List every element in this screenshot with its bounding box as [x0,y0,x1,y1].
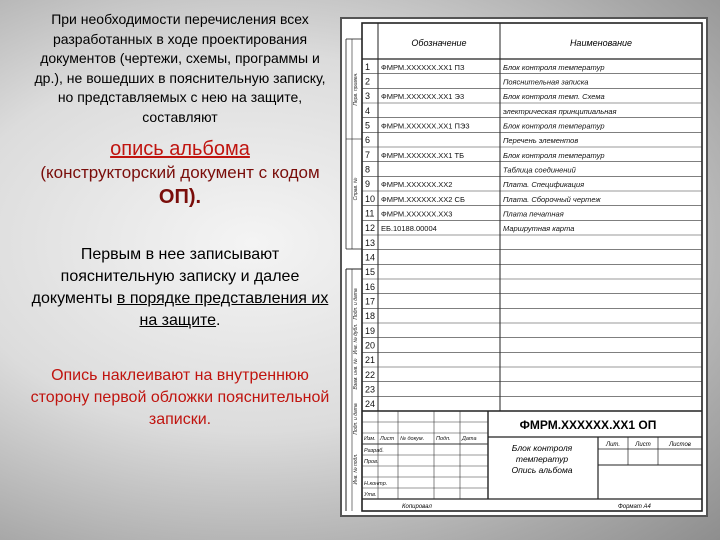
stamp-lit: Лит. [605,442,621,448]
header-name: Наименование [569,38,633,48]
row-name: Пояснительная записка [503,77,589,87]
stamp-role: Н.контр. [364,481,388,487]
left-text-column [30,10,330,431]
margin-label: Подп. и дата [353,288,359,320]
album-sub-text: (конструкторский документ с кодом [40,163,320,182]
row-name: Блок контроля температур [503,121,605,131]
album-title: опись альбома [110,138,250,160]
intro-paragraph: При необходимости перечисления всех разработанных в ходе проектирования документов (чертежи, схемы, программы и др.), не вошедших в пояснительную записку, но представляемых с нею на защите, составляют [34,11,326,125]
stamp-role: Утв. [364,492,377,498]
row-number: 22 [365,369,376,380]
row-number: 2 [365,76,371,87]
row-name: Блок контроля температур [503,62,605,72]
row-number: 23 [365,384,376,395]
header-designation: Обозначение [411,38,467,48]
row-name: Плата печатная [503,209,564,219]
stamp-format: Формат А4 [618,504,651,510]
stamp-col-label: Дата [462,436,477,442]
row-name: Таблица соединений [503,165,576,175]
row-number: 16 [365,281,376,292]
stamp-title-line-3: Опись альбома [511,465,573,475]
row-number: 8 [365,164,371,175]
row-code: ЕБ.10188.00004 [381,224,437,234]
margin-label: Подп. и дата [353,403,359,435]
first-end: . [216,312,221,329]
row-number: 3 [365,91,371,102]
stamp-col-label: Изм. [364,436,376,442]
first-underlined: в порядке представления их на защите [116,290,329,329]
row-number: 14 [365,252,376,263]
stamp-col-label: Подп. [436,436,451,442]
margin-label: Инв. № дубл. [353,323,359,355]
stamp-col-label: № докум. [400,436,425,442]
row-code: ФМРМ.XXXXXX.XX3 [381,209,453,219]
stamp-role: Разраб. [364,448,384,454]
row-number: 20 [365,340,376,351]
row-number: 11 [365,208,375,219]
row-number: 10 [365,193,376,204]
row-number: 19 [365,325,376,336]
row-number: 12 [365,223,376,234]
row-name: Плата. Сборочный чертеж [503,194,601,204]
row-code: ФМРМ.XXXXXX.XX1 ПЗ [381,62,465,72]
row-number: 24 [365,399,376,410]
margin-label: Перв. примен. [353,72,359,106]
stamp-col-label: Лист [380,436,395,442]
row-number: 15 [365,267,376,278]
stamp-role: Пров. [364,459,379,465]
stamp-doc-code: ФМРМ.XXXXXX.XX1 ОП [519,418,657,432]
stamp-copied: Копировал [402,504,432,510]
row-code: ФМРМ.XXXXXX.XX1 ПЭ3 [381,121,470,131]
row-code: ФМРМ.XXXXXX.XX2 [381,180,453,190]
row-name: электрическая принципиальная [503,106,617,116]
album-code: ОП) [158,186,196,208]
row-number: 21 [365,355,376,366]
row-name: Маршрутная карта [503,224,575,234]
first-paragraph [30,244,330,332]
stamp-sheets: Листов [669,442,691,448]
album-form-drawing [342,19,706,515]
row-name: Блок контроля темп. Схема [503,92,605,102]
row-number: 5 [365,120,371,131]
rows-group [362,62,702,409]
row-number: 1 [365,61,371,72]
row-number: 6 [365,135,371,146]
title-block [362,411,702,510]
album-form-sheet [340,17,708,517]
row-name: Перечень элементов [503,136,579,146]
row-code: ФМРМ.XXXXXX.XX1 Э3 [381,92,465,102]
margin-label: Справ. № [353,177,359,201]
row-number: 7 [365,149,371,160]
first-text: Первым в нее записывают пояснительную записку и далее документы [31,246,300,307]
album-subtitle [30,161,330,210]
row-number: 9 [365,179,371,190]
row-code: ФМРМ.XXXXXX.XX2 СБ [381,194,465,204]
stamp-title-line-1: Блок контроля [511,443,573,453]
stamp-title-line-2: температур [515,454,569,464]
album-sub-end: . [195,186,202,208]
row-number: 4 [365,105,371,116]
row-code: ФМРМ.XXXXXX.XX1 ТБ [381,150,465,160]
row-number: 18 [365,311,376,322]
row-name: Плата. Спецификация [503,180,585,190]
stamp-sheet: Лист [635,442,651,448]
row-number: 13 [365,237,376,248]
glue-paragraph: Опись наклеивают на внутреннюю сторону первой обложки пояснительной записки. [30,367,330,428]
margin-label: Инв. № подл. [353,453,359,485]
row-number: 17 [365,296,376,307]
margin-label: Взам. инв. № [353,358,359,390]
margin-labels-group [353,72,359,484]
row-name: Блок контроля температур [503,150,605,160]
